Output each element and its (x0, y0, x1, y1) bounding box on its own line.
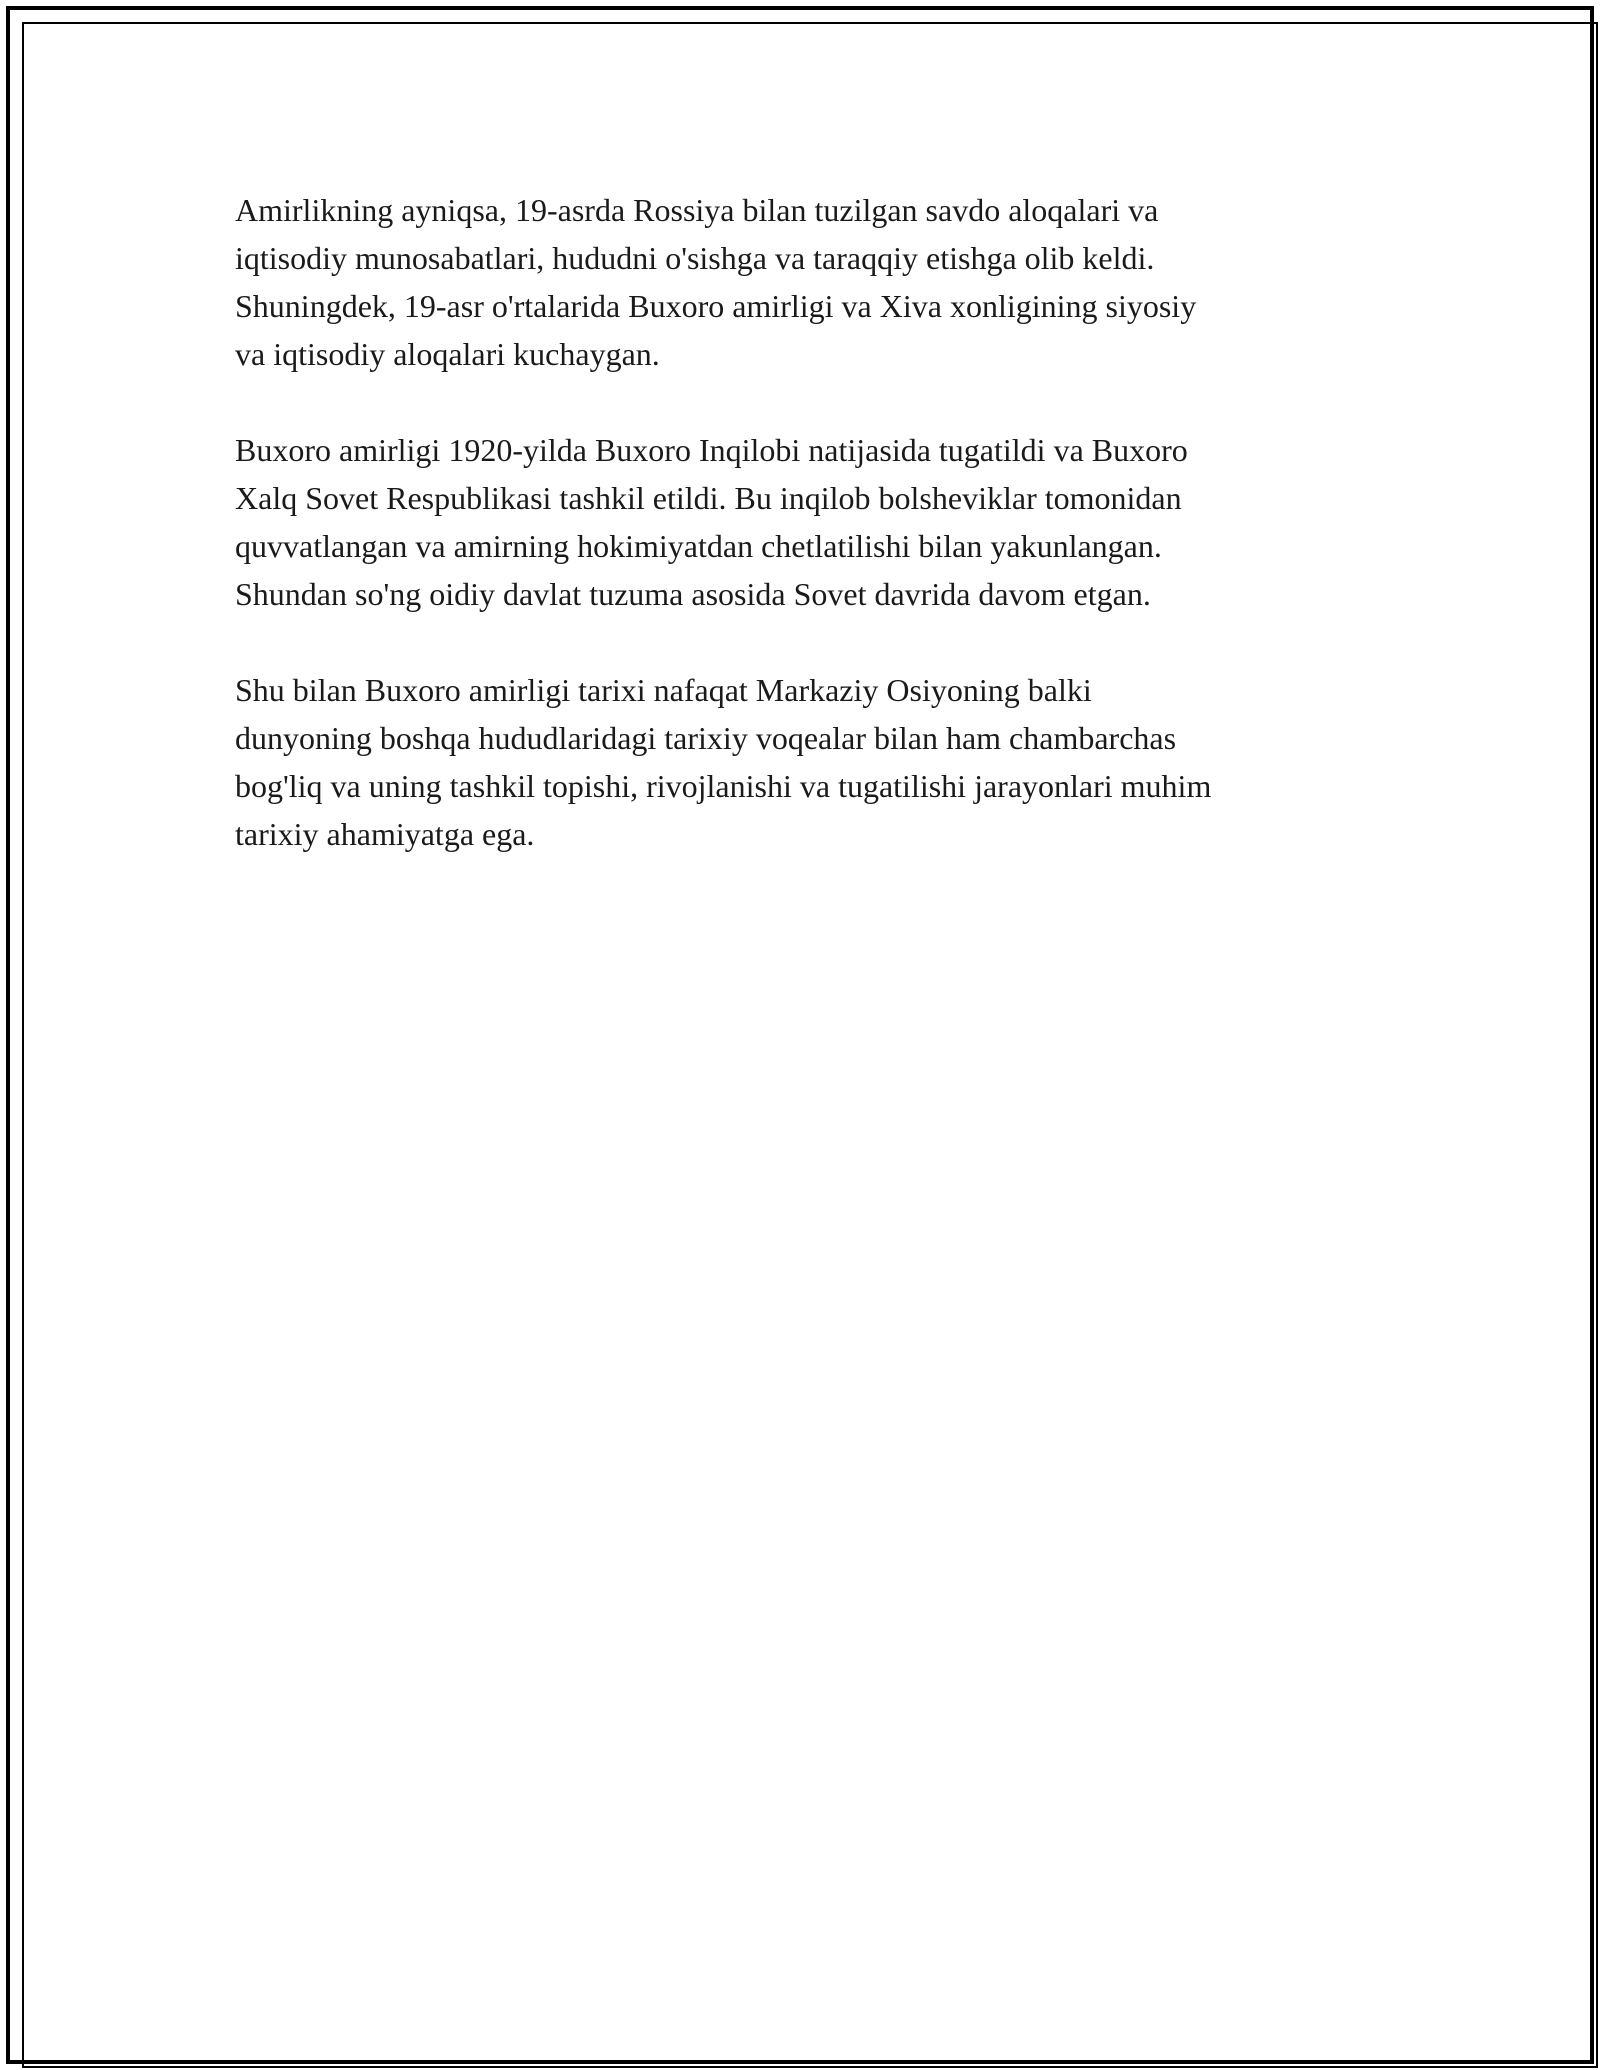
document-body (235, 186, 1385, 906)
text-line: quvvatlangan va amirning hokimiyatdan chetlatilishi bilan yakunlangan. (235, 528, 1162, 564)
text-line: Amirlikning ayniqsa, 19-asrda Rossiya bilan tuzilgan savdo aloqalari va (235, 192, 1159, 228)
paragraph-revolution (235, 426, 1385, 618)
paragraph-trade-relations (235, 186, 1385, 378)
text-line: Buxoro amirligi 1920-yilda Buxoro Inqilobi natijasida tugatildi va Buxoro (235, 432, 1188, 468)
text-line: iqtisodiy munosabatlari, hududni o'sishga va taraqqiy etishga olib keldi. (235, 240, 1155, 276)
text-line: Shuningdek, 19-asr o'rtalarida Buxoro amirligi va Xiva xonligining siyosiy (235, 288, 1197, 324)
text-line: dunyoning boshqa hududlaridagi tarixiy voqealar bilan ham chambarchas (235, 720, 1177, 756)
text-line: Shu bilan Buxoro amirligi tarixi nafaqat Markaziy Osiyoning balki (235, 672, 1092, 708)
text-line: tarixiy ahamiyatga ega. (235, 816, 535, 852)
text-line: Xalq Sovet Respublikasi tashkil etildi. Bu inqilob bolsheviklar tomonidan (235, 480, 1182, 516)
text-line: bog'liq va uning tashkil topishi, rivojlanishi va tugatilishi jarayonlari muhim (235, 768, 1212, 804)
text-line: va iqtisodiy aloqalari kuchaygan. (235, 336, 660, 372)
text-line: Shundan so'ng oidiy davlat tuzuma asosida Sovet davrida davom etgan. (235, 576, 1151, 612)
paragraph-conclusion (235, 666, 1385, 858)
